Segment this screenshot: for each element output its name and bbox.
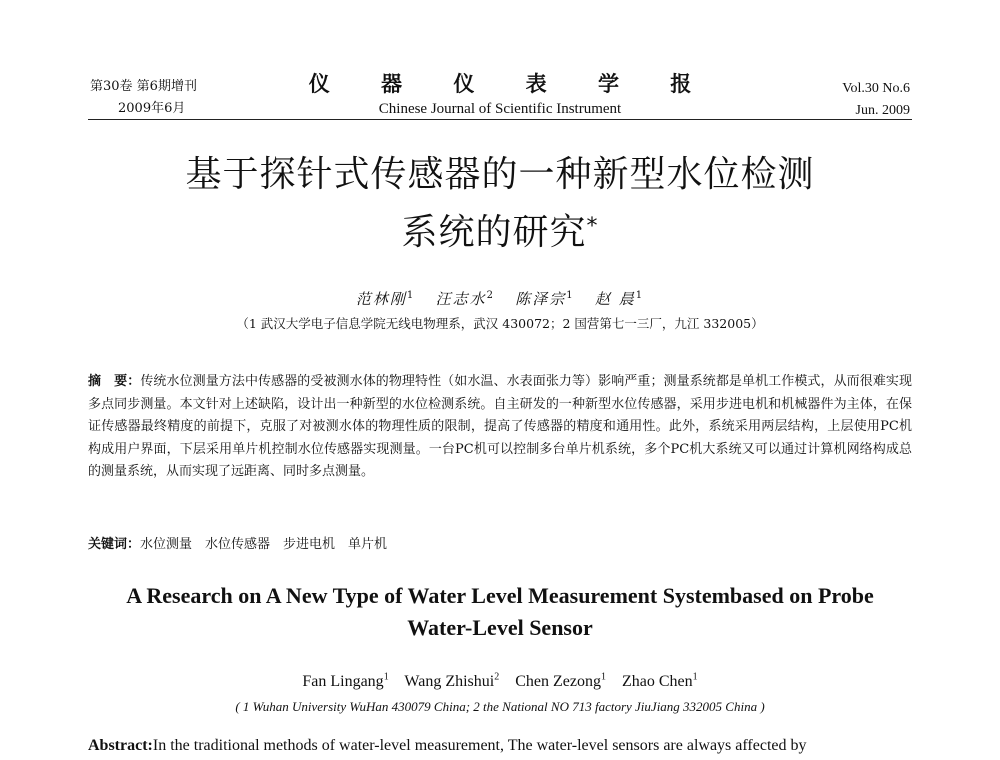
header-volume-en: Vol.30 No.6 (842, 81, 910, 96)
english-author-list (0, 672, 1000, 691)
abstract-text: 传统水位测量方法中传感器的受被测水体的物理特性（如水温、水表面张力等）影响严重；测量系统都是单机工作模式，从而很难实现多点同步测量。本文针对上述缺陷，设计出一种新型的水位检测系统。自主研发的一种新型水位传感器，采用步进电机和机械器件为主体，在保证传感器最终精度的前提下，克服了对被测水体的物理性质的限制，提高了传感器的精度和通用性。此外，系统采用两层结构，上层使用PC机构成用户界面，下层采用单片机控制水位传感器实现测量。一台PC机可以控制多台单片机系统，多个PC机大系统又可以通过计算机网络构成总的测量系统，从而实现了远距离、同时多点测量。 (88, 374, 912, 479)
header-volume-cn: 第30卷 第6期增刊 (90, 79, 197, 94)
english-title (0, 580, 1000, 644)
title-line-2 (0, 204, 1000, 262)
author: 范林刚$^1$ (355, 290, 416, 308)
header-date-cn: 2009年6月 (118, 101, 186, 116)
journal-name-cn: 仪 器 仪 表 学 报 (308, 71, 714, 96)
author: 陈泽宗$^1$ (515, 290, 575, 308)
title-line-2-text: 系统的研究 (401, 212, 587, 253)
keywords-text: 水位测量 水位传感器 步进电机 单片机 (140, 537, 388, 552)
english-author: Zhao Chen$^1$ (621, 672, 698, 691)
english-affiliation: ( 1 Wuhan University WuHan 430079 China; 2 the National NO 713 factory JiuJiang 332005 China ) (235, 699, 765, 714)
author: 赵 晨$^1$ (594, 290, 645, 308)
title-line-1: 基于探针式传感器的一种新型水位检测 (185, 154, 815, 195)
english-author: Wang Zhishui$^2$ (404, 672, 500, 691)
author-list (0, 288, 1000, 309)
english-title-line-1: A Research on A New Type of Water Level Measurement Systembased on Probe (126, 583, 874, 608)
english-author: Chen Zezong$^1$ (515, 672, 606, 691)
english-abstract (88, 737, 928, 755)
keywords-label: 关键词： (88, 537, 141, 552)
title-footnote-mark: * (586, 214, 599, 239)
english-title-line-2: Water-Level Sensor (407, 615, 593, 640)
header-rule (88, 119, 912, 120)
abstract-label: 摘 要： (88, 374, 141, 389)
english-abstract-text: In the traditional methods of water-level measurement, The water-level sensors are always affected by (152, 737, 807, 754)
affiliation: （1 武汉大学电子信息学院无线电物理系，武汉 430072；2 国营第七一三厂，九江 332005） (236, 316, 764, 331)
english-abstract-label: Abstract: (88, 737, 153, 754)
keywords-cn (88, 533, 387, 552)
paper-title (0, 146, 1000, 262)
author: 汪志水$^2$ (435, 290, 495, 308)
english-author: Fan Lingang$^1$ (302, 672, 389, 691)
journal-name-en: Chinese Journal of Scientific Instrument (378, 101, 622, 117)
header-date-en: Jun. 2009 (855, 103, 910, 118)
header-volume-en-block (842, 78, 910, 122)
abstract-cn (88, 371, 912, 484)
